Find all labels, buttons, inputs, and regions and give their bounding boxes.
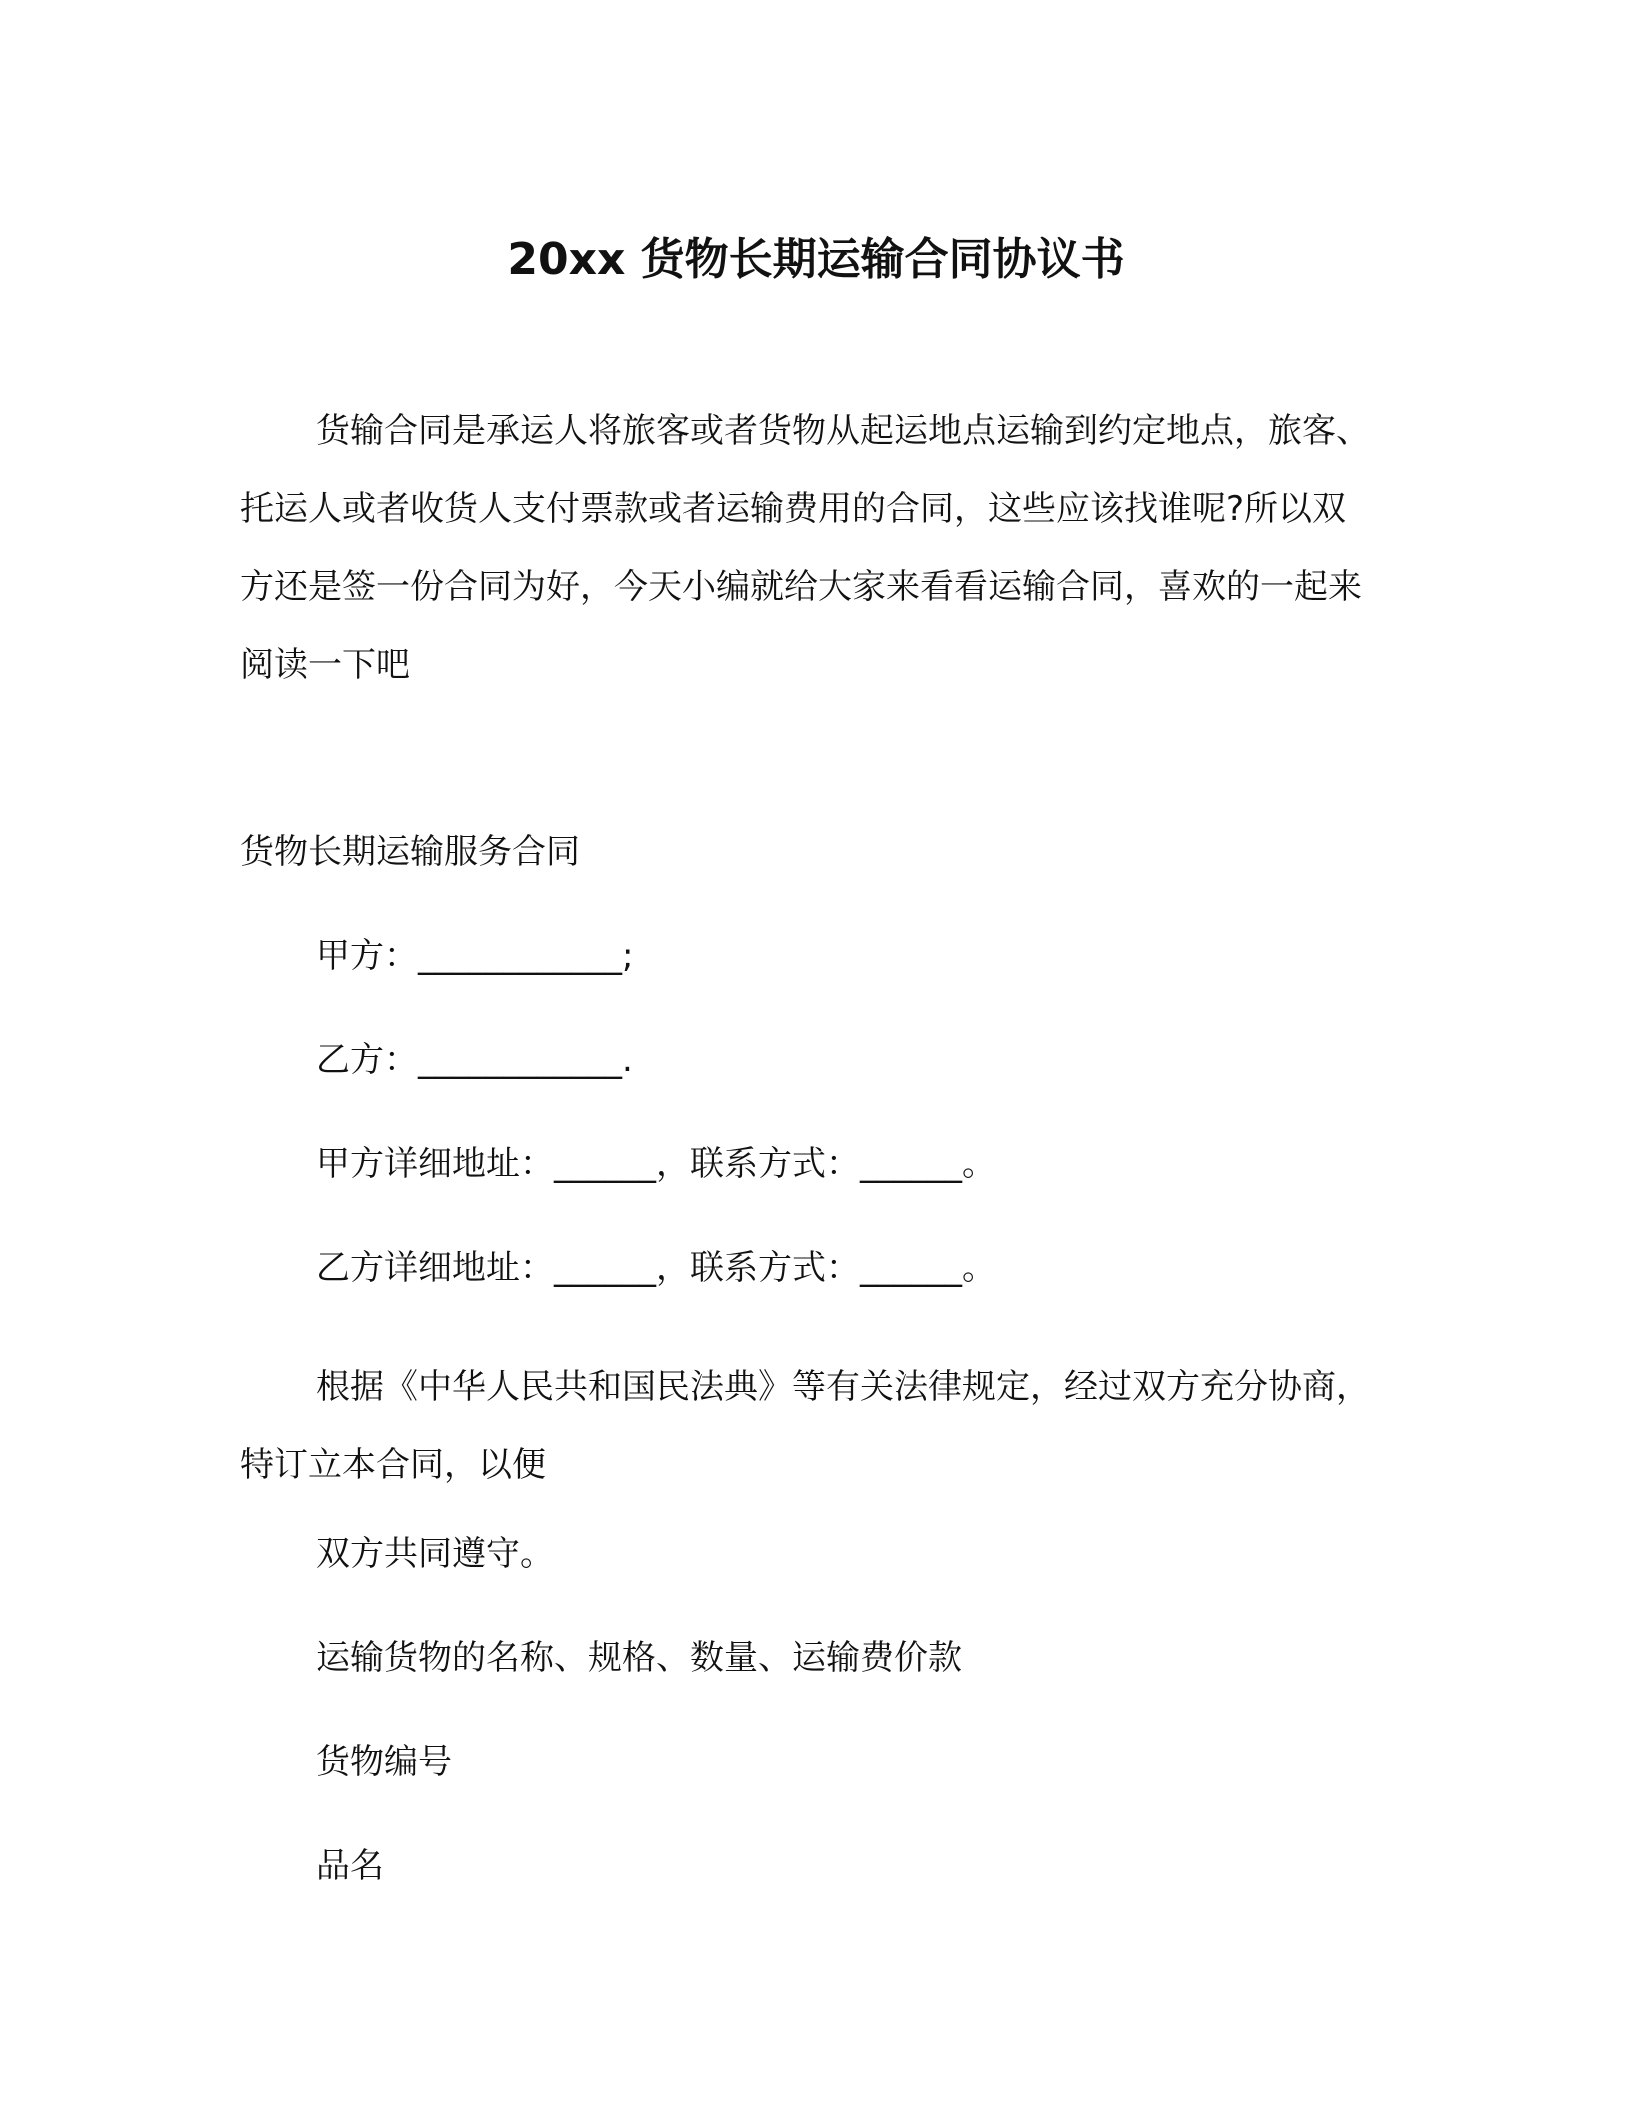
legal-basis-paragraph: 根据《中华人民共和国民法典》等有关法律规定，经过双方充分协商，特订立本合同，以便 xyxy=(240,1367,1370,1485)
intro-paragraph: 货输合同是承运人将旅客或者货物从起运地点运输到约定地点，旅客、托运人或者收货人支付票款或者运输费用的合同，这些应该找谁呢?所以双方还是签一份合同为好，今天小编就给大家来看看运输合同，喜欢的一起来阅读一下吧 xyxy=(240,411,1370,685)
document-title: 20xx 货物长期运输合同协议书 xyxy=(507,234,1125,285)
goods-heading: 运输货物的名称、规格、数量、运输费价款 xyxy=(316,1638,962,1678)
goods-number-label: 货物编号 xyxy=(316,1742,452,1782)
party-a-line: 甲方：____________; xyxy=(316,936,634,976)
party-b-address-line: 乙方详细地址：______，联系方式：______。 xyxy=(316,1248,996,1288)
party-a-address-line: 甲方详细地址：______，联系方式：______。 xyxy=(316,1144,996,1184)
product-name-label: 品名 xyxy=(316,1846,384,1886)
contract-title: 货物长期运输服务合同 xyxy=(240,832,580,872)
comply-line: 双方共同遵守。 xyxy=(316,1534,554,1574)
party-b-line: 乙方：____________. xyxy=(316,1040,633,1080)
